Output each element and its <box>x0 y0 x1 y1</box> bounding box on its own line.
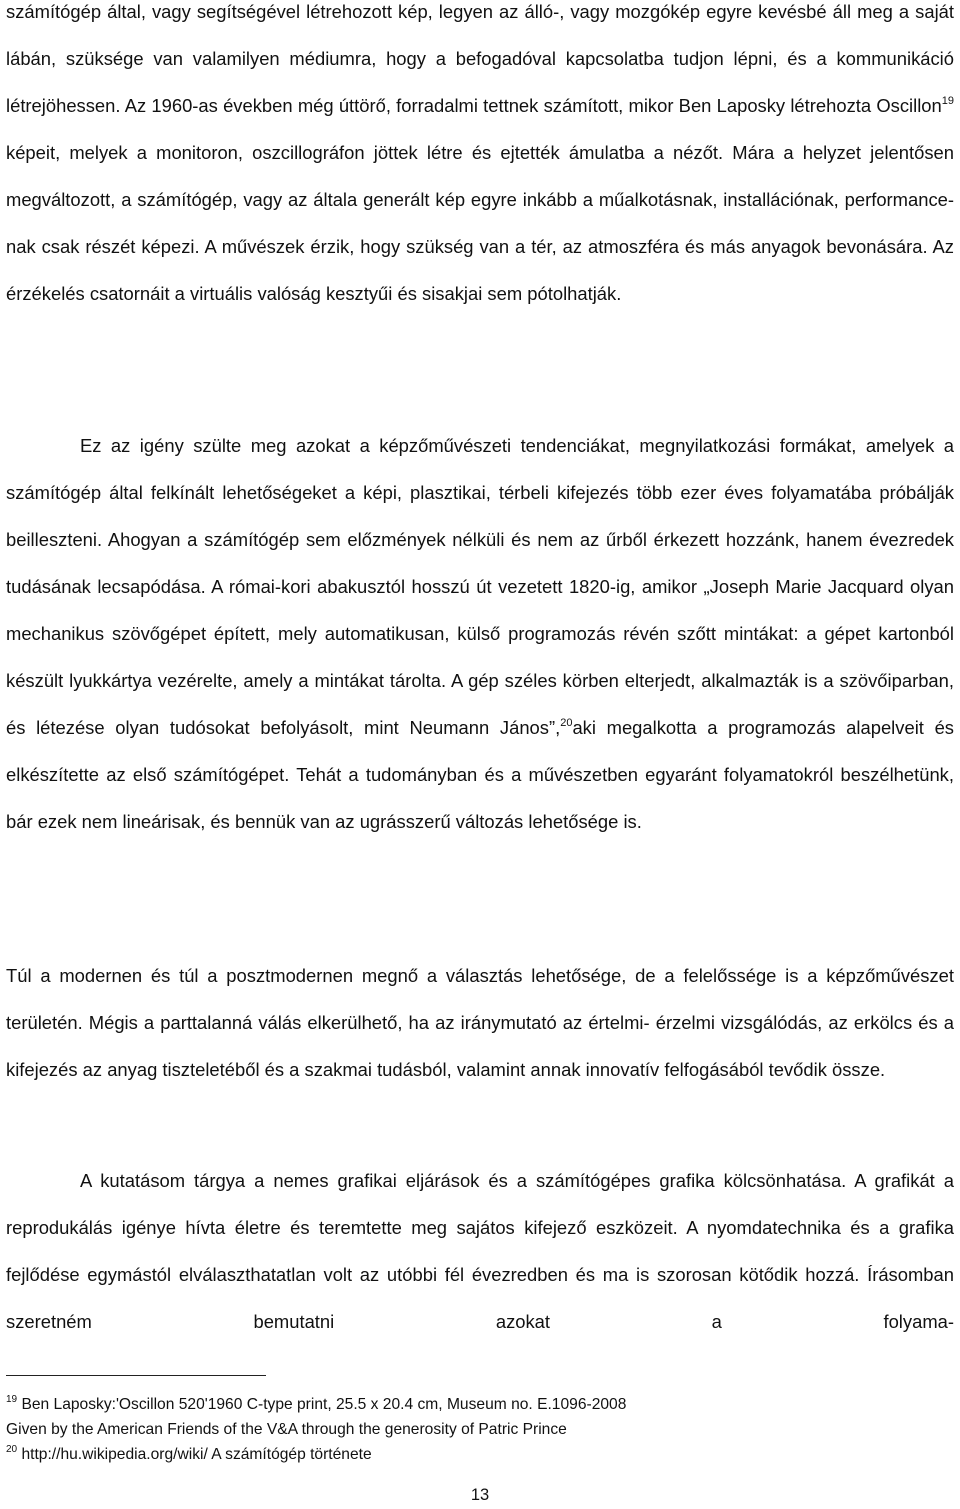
footnote-text: Ben Laposky:'Oscillon 520'1960 C-type print, 25.5 x 20.4 cm, Museum no. E.1096-2008 <box>17 1396 627 1413</box>
footnote-number: 19 <box>6 1394 18 1405</box>
body-paragraph-1 <box>6 0 954 317</box>
footnote-19 <box>6 1392 956 1417</box>
paragraph-text: aki megalkotta a programozás alapelveit és elkészítette az első számítógépet. Tehát a tudományban és a művészetben egyaránt folyamatokról beszélhetünk, bár ezek nem lineárisak, és bennük van az ugrásszerű változás lehetősége is. <box>6 717 954 832</box>
page-number: 13 <box>470 1486 490 1504</box>
footnote-ref-20[interactable]: 20 <box>560 716 573 729</box>
footnote-separator <box>6 1375 266 1376</box>
footnote-19-continued <box>6 1417 956 1442</box>
paragraph-text: Ez az igény szülte meg azokat a képzőművészeti tendenciákat, megnyilatkozási formákat, amelyek a számítógép által felkínált lehetőségeket a képi, plasztikai, térbeli kifejezés több ezer éves folyamatába próbálják beilleszteni. Ahogyan a számítógép sem előzmények nélküli és nem az űrből érkezett hozzánk, hanem évezredek tudásának lecsapódása. A római-kori abakusztól hosszú út vezetett 1820-ig, amikor „Joseph Marie Jacquard olyan mechanikus szövőgépet épített, mely automatikusan, külső programozás révén szőtt mintákat: a gépet kartonból készült lyukkártya vezérelte, amely a mintákat tárolta. A gép széles körben elterjedt, alkalmazták is a szövőiparban, és létezése olyan tudósokat befolyásolt, mint Neumann János”, <box>6 435 954 738</box>
paragraph-text: Túl a modernen és túl a posztmodernen megnő a választás lehetősége, de a felelőssége is a képzőművészet területén. Mégis a parttalanná válás elkerülhető, ha az iránymutató az értelmi- érzelmi vizsgálódás, az erkölcs és a kifejezés az anyag tiszteletéből és a szakmai tudásból, valamint annak innovatív felfogásából tevődik össze. <box>6 965 954 1080</box>
body-paragraph-2 <box>6 422 954 845</box>
footnote-20 <box>6 1442 956 1467</box>
footnote-number: 20 <box>6 1444 18 1455</box>
paragraph-text: képeit, melyek a monitoron, oszcillográfon jöttek létre és ejtették ámulatba a nézőt. Mára a helyzet jelentősen megváltozott, a számítógép, vagy az általa generált kép egyre inkább a műalkotásnak, installációnak, performance-nak csak részét képezi. A művészek érzik, hogy szükség van a tér, az atmoszféra és más anyagok bevonására. Az érzékelés csatornáit a virtuális valóság kesztyűi és sisakjai sem pótolhatják. <box>6 142 954 304</box>
paragraph-text: számítógép által, vagy segítségével létrehozott kép, legyen az álló-, vagy mozgókép egyre kevésbé áll meg a saját lábán, szüksége van valamilyen médiumra, hogy a befogadóval kapcsolatba tudjon lépni, és a kommunikáció létrejöhessen. Az 1960-as években még úttörő, forradalmi tettnek számított, mikor Ben Laposky létrehozta Oscillon <box>6 1 954 116</box>
body-paragraph-3 <box>6 952 954 1093</box>
body-paragraph-4 <box>6 1157 954 1345</box>
footnote-text: Given by the American Friends of the V&A through the generosity of Patric Prince <box>6 1421 567 1438</box>
footnote-link[interactable]: http://hu.wikipedia.org/wiki/ A számítógép története <box>17 1446 372 1463</box>
paragraph-text: A kutatásom tárgya a nemes grafikai eljárások és a számítógépes grafika kölcsönhatása. A grafikát a reprodukálás igénye hívta életre és teremtette meg sajátos kifejező eszközeit. A nyomdatechnika és a grafika fejlődése egymástól elválaszthatatlan volt az utóbbi fél évezredben és ma is szorosan kötődik hozzá. Írásomban szeretném bemutatni azokat a folyama- <box>6 1170 954 1332</box>
footnote-ref-19[interactable]: 19 <box>941 94 954 107</box>
